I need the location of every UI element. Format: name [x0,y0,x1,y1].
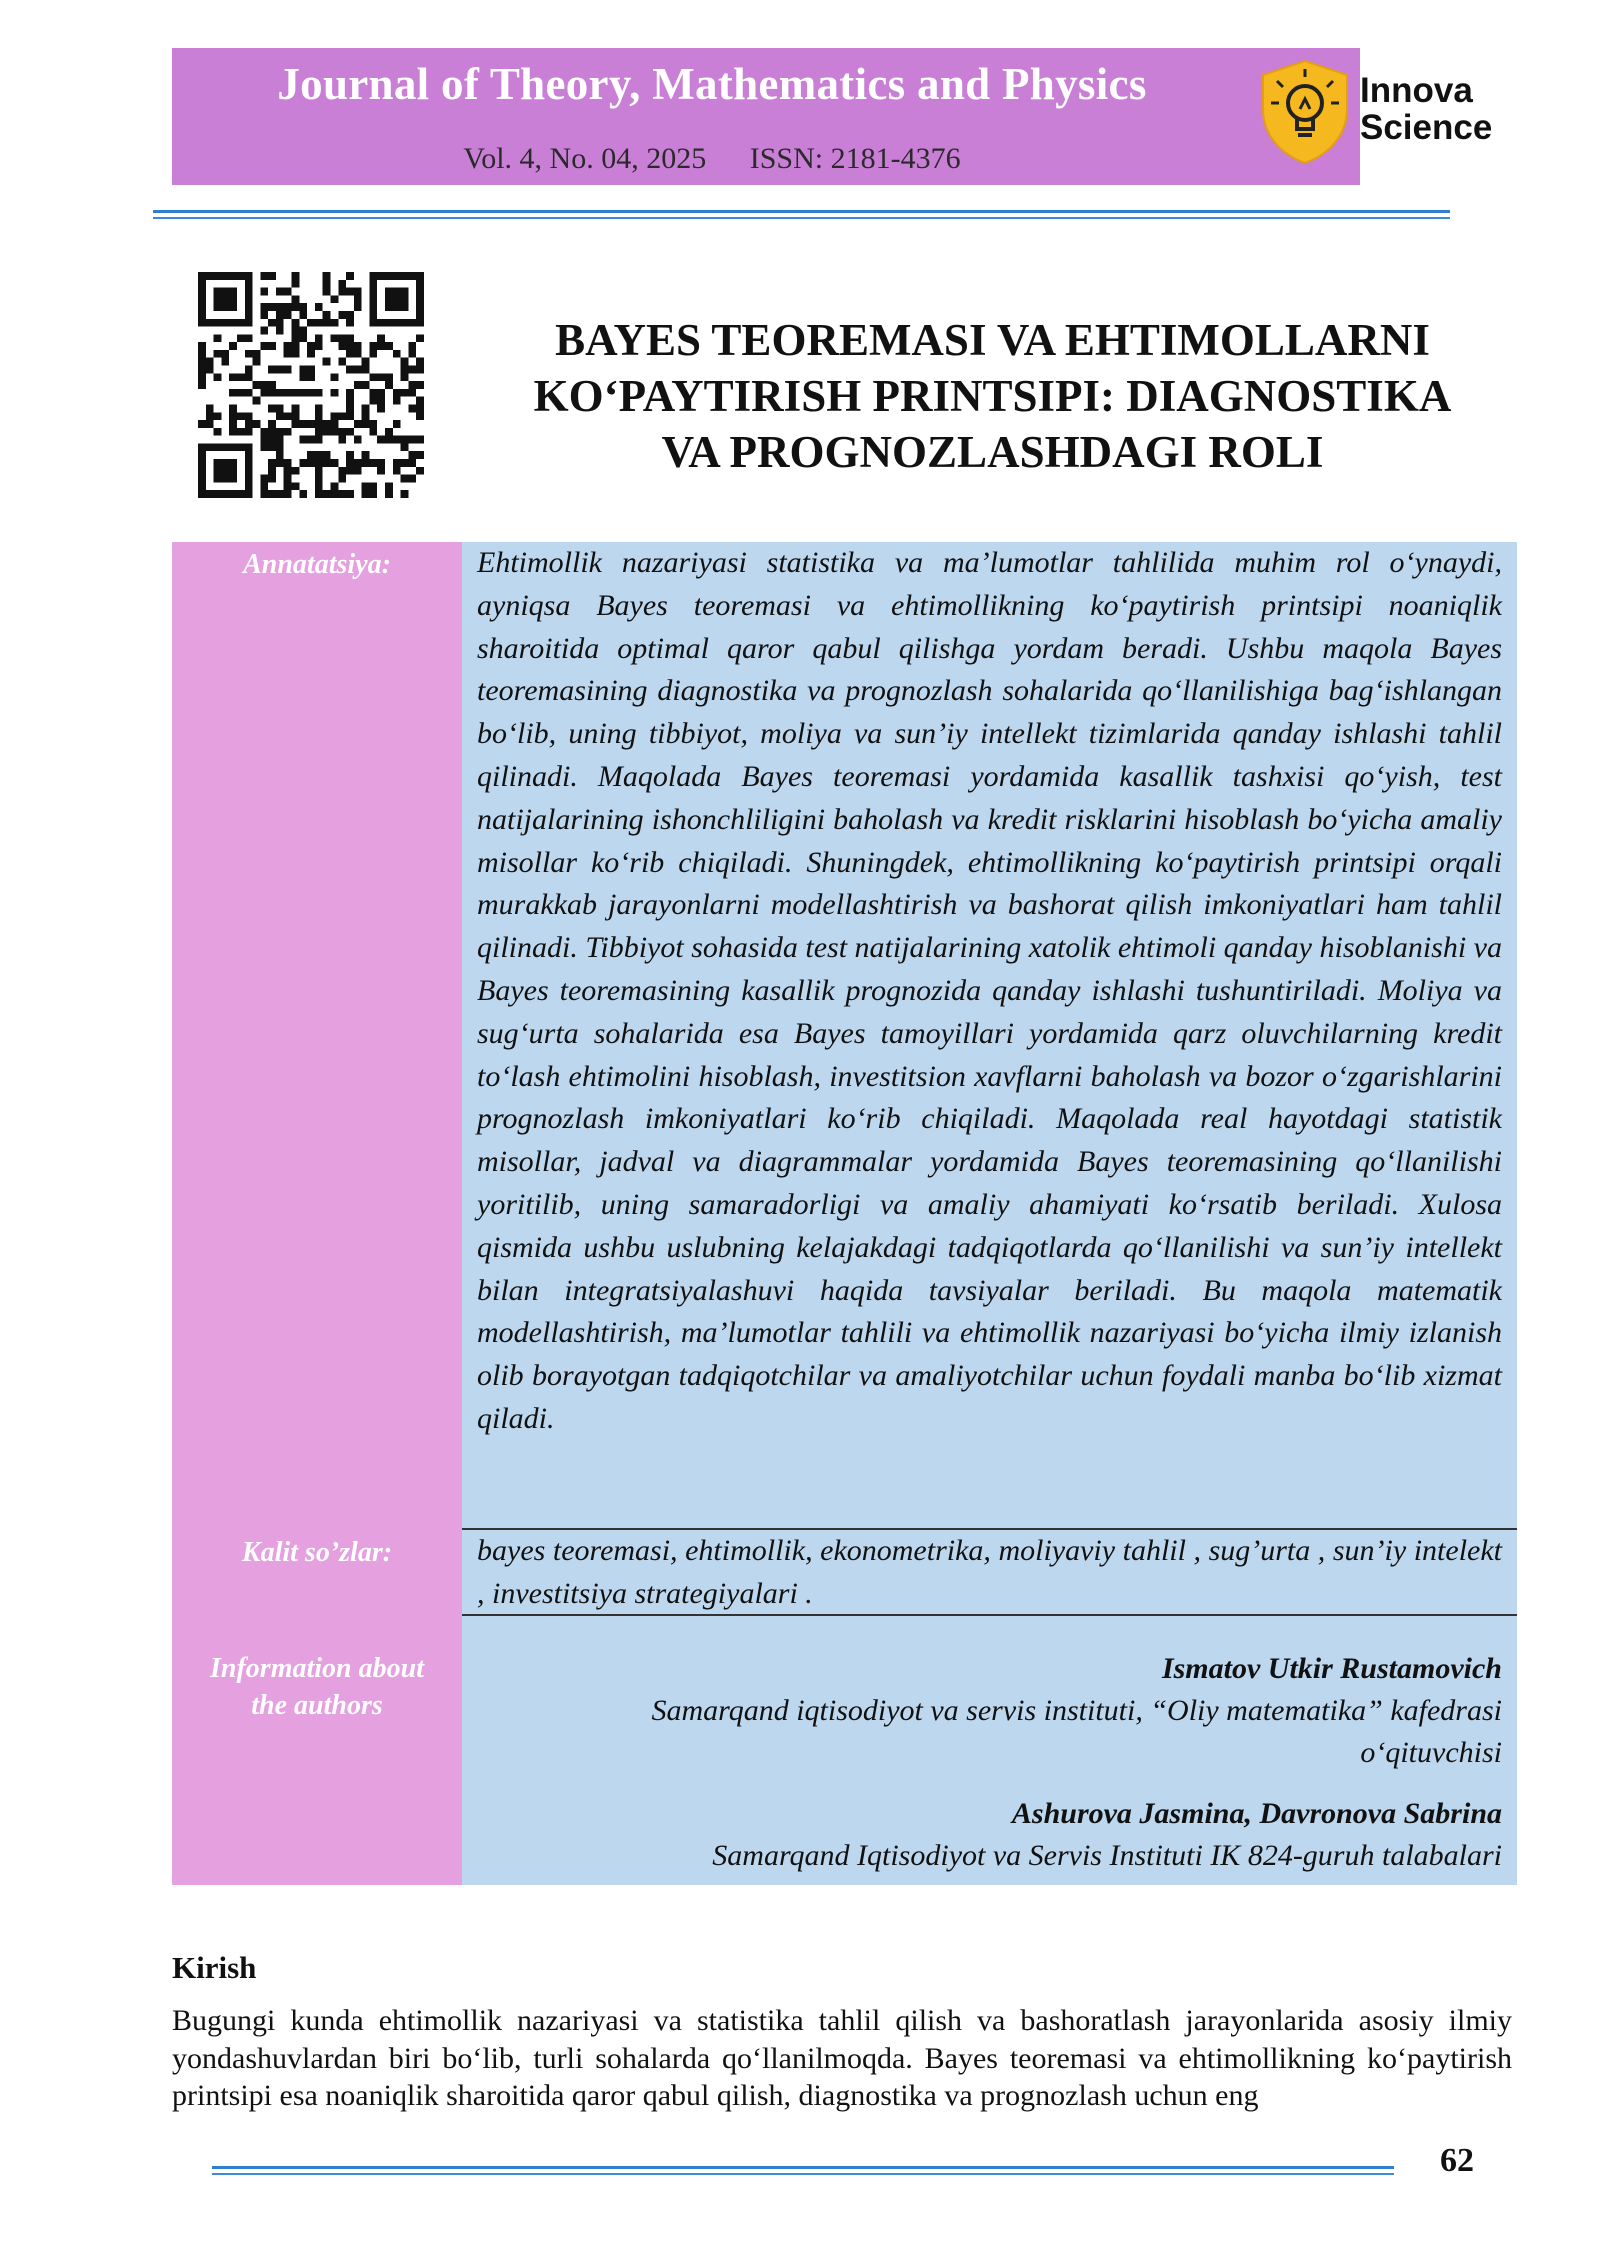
author-name: Ismatov Utkir Rustamovich [1161,1652,1502,1685]
body-paragraph: Bugungi kunda ehtimollik nazariyasi va statistika tahlil qilish va bashoratlash jarayonlarida asosiy ilmiy yondashuvlardan biri bo‘lib, turli sohalarda qo‘llanilmoqda. Bayes teoremasi va ehtimollikning ko‘paytirish printsipi esa noaniqlik sharoitida qaror qabul qilish, diagnostika va prognozlash uchun eng [172,2004,1512,2112]
authors-label-line-2: the authors [251,1690,383,1721]
journal-issn: ISSN: 2181-4376 [749,142,961,175]
author-affiliation: Samarqand Iqtisodiyot va Servis Instituti IK 824-guruh talabalari [712,1839,1502,1872]
article-title-line-1: BAYES TEOREMASI VA EHTIMOLLARNI [555,315,1430,365]
author-name: Ashurova Jasmina, Davronova Sabrina [1011,1797,1502,1830]
logo-line-1: Innova [1360,71,1473,110]
footer-divider-secondary [212,2173,1394,2175]
article-title [470,312,1515,480]
keywords-divider-bottom [462,1614,1517,1616]
journal-volume: Vol. 4, No. 04, 2025 [463,142,707,175]
header-divider-secondary [153,217,1450,219]
logo-line-2: Science [1360,108,1493,147]
footer-divider [212,2166,1394,2169]
header-divider [153,210,1450,213]
abstract-label: Annatatsiya: [243,549,391,580]
author-entry [560,1793,1502,1877]
abstract-text: Ehtimollik nazariyasi statistika va ma’lumotlar tahlilida muhim rol o‘ynaydi, ayniqsa Bayes teoremasi va ehtimollikning ko‘paytirish printsipi noaniqlik sharoitida optimal qaror qabul qilishga yordam beradi. Ushbu maqola Bayes teoremasining diagnostika va prognozlash sohalarida qo‘llanilishiga bag‘ishlangan bo‘lib, uning tibbiyot, moliya va sun’iy intellekt tizimlarida qanday ishlashi tahlil qilinadi. Maqolada Bayes teoremasi yordamida kasallik tashxisi qo‘yish, test natijalarining ishonchliligini baholash va kredit risklarini hisoblash bo‘yicha amaliy misollar ko‘rib chiqiladi. Shuningdek, ehtimollikning ko‘paytirish printsipi orqali murakkab jarayonlarni modellashtirish va bashorat qilish imkoniyatlari ham tahlil qilinadi. Tibbiyot sohasida test natijalarining xatolik ehtimoli qanday hisoblanishi va Bayes teoremasining kasallik prognozida qanday ishlashi tushuntiriladi. Moliya va sug‘urta sohalarida esa Bayes tamoyillari yordamida qarz oluvchilarning kredit to‘lash ehtimolini hisoblash, investitsion xavflarni baholash va bozor o‘zgarishlarini prognozlash imkoniyatlari ko‘rib chiqiladi. Maqolada real hayotdagi statistik misollar, jadval va diagrammalar yordamida Bayes teoremasining qo‘llanilishi yoritilib, uning samaradorligi va amaliy ahamiyati ko‘rsatib beriladi. Xulosa qismida ushbu uslubning kelajakdagi tadqiqotlarda qo‘llanilishi va sun’iy intellekt bilan integratsiyalashuvi haqida tavsiyalar beriladi. Bu maqola matematik modellashtirish, ma’lumotlar tahlili va ehtimollik nazariyasi bo‘yicha ilmiy izlanish olib borayotgan tadqiqotchilar va amaliyotchilar uchun foydali manba bo‘lib xizmat qiladi. [477,546,1502,1435]
lightbulb-shield-icon [1255,57,1355,167]
author-affiliation-continued: o‘qituvchisi [1360,1736,1502,1769]
article-title-line-2: KO‘PAYTIRISH PRINTSIPI: DIAGNOSTIKA [533,371,1452,421]
page-number: 62 [1440,2142,1474,2179]
keywords-text: bayes teoremasi, ehtimollik, ekonometrika, moliyaviy tahlil , sug’urta , sun’iy intelekt , investitsiya strategiyalari . [477,1534,1502,1610]
journal-title: Journal of Theory, Mathematics and Physics [277,59,1147,109]
qr-code-icon [198,272,424,498]
authors-label-line-1: Information about [210,1653,424,1684]
journal-issue-info [172,142,1252,176]
author-entry [560,1648,1502,1774]
authors-label [172,1650,462,1724]
article-title-line-3: VA PROGNOZLASHDAGI ROLI [661,427,1324,477]
section-heading: Kirish [172,1950,257,1985]
publisher-logo-text [1360,72,1492,146]
keywords-label: Kalit so’zlar: [241,1537,393,1568]
author-affiliation: Samarqand iqtisodiyot va servis instituti, “Oliy matematika” kafedrasi [651,1694,1502,1727]
